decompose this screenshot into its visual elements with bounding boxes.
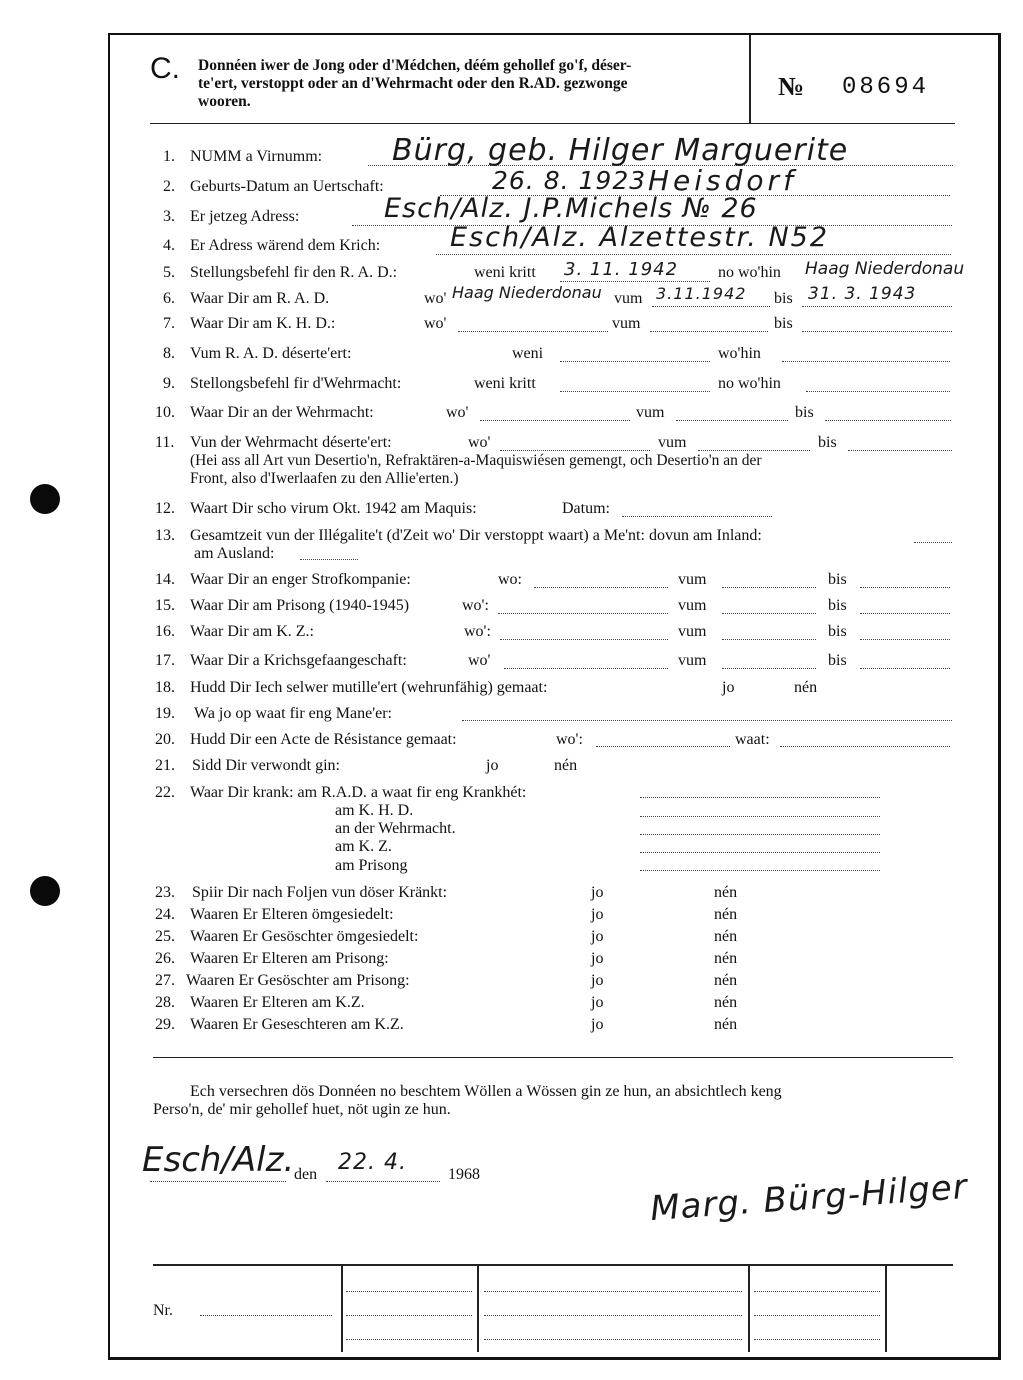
row-22-sub-4: am Prisong bbox=[335, 857, 408, 874]
row-20-waat: waat: bbox=[735, 731, 770, 748]
number-symbol: № bbox=[778, 72, 805, 101]
row-11-label: Vun der Wehrmacht déserte'ert: bbox=[190, 434, 392, 451]
row-2-place[interactable]: Heisdorf bbox=[648, 164, 797, 197]
footer-c4-l3 bbox=[754, 1339, 880, 1340]
row-10-label: Waar Dir an der Wehrmacht: bbox=[190, 404, 374, 421]
row-17-number: 17. bbox=[155, 652, 175, 669]
header-divider bbox=[749, 35, 751, 123]
row-17-vum: vum bbox=[678, 652, 707, 669]
date-line bbox=[326, 1181, 440, 1182]
row-14-label: Waar Dir an enger Strofkompanie: bbox=[190, 571, 411, 588]
row-22-line-0 bbox=[640, 797, 880, 798]
row-12-line bbox=[622, 516, 772, 517]
row-22-line-2 bbox=[640, 834, 880, 835]
row-5-weni-kritt: weni kritt bbox=[474, 264, 536, 281]
footer-col-1 bbox=[341, 1266, 343, 1352]
row-4-number: 4. bbox=[163, 237, 175, 254]
row-28-number: 28. bbox=[155, 994, 175, 1011]
row-23-nen[interactable]: nén bbox=[714, 884, 738, 901]
row-22-line-4 bbox=[640, 870, 880, 871]
row-11-wo: wo' bbox=[468, 434, 491, 451]
footer-c3-l3 bbox=[484, 1339, 742, 1340]
row-17-wo: wo' bbox=[468, 652, 491, 669]
footer-col-3 bbox=[748, 1266, 750, 1352]
row-28-jo[interactable]: jo bbox=[591, 994, 604, 1011]
row-3-label: Er jetzeg Adress: bbox=[190, 208, 300, 225]
row-22-number: 22. bbox=[155, 784, 175, 801]
row-27-label: Waaren Er Gesöschter am Prisong: bbox=[186, 972, 410, 989]
row-21-nen[interactable]: nén bbox=[554, 757, 578, 774]
row-4-line bbox=[436, 254, 951, 255]
row-22-sub-2: an der Wehrmacht. bbox=[335, 820, 456, 837]
row-19-line bbox=[462, 720, 952, 721]
row-20-wo: wo': bbox=[556, 731, 583, 748]
form-number: 08694 bbox=[842, 74, 930, 101]
row-22-sub-3: am K. Z. bbox=[335, 838, 392, 855]
row-27-jo[interactable]: jo bbox=[591, 972, 604, 989]
row-22-line-3 bbox=[640, 852, 880, 853]
row-11-number: 11. bbox=[155, 434, 175, 451]
row-3-answer[interactable]: Esch/Alz. J.P.Michels № 26 bbox=[384, 193, 758, 224]
row-16-number: 16. bbox=[155, 623, 175, 640]
row-5-number: 5. bbox=[163, 264, 175, 281]
row-3-number: 3. bbox=[163, 208, 175, 225]
row-26-number: 26. bbox=[155, 950, 175, 967]
declaration-line-2: Perso'n, de' mir gehollef huet, nöt ugin ze hun. bbox=[153, 1101, 451, 1118]
footer-c2-l1 bbox=[346, 1291, 472, 1292]
row-17-line-vum bbox=[722, 668, 816, 669]
footer-c3-l2 bbox=[484, 1315, 742, 1316]
row-7-wo: wo' bbox=[424, 315, 447, 332]
row-17-label: Waar Dir a Krichsgefaangeschaft: bbox=[190, 652, 407, 669]
row-28-label: Waaren Er Elteren am K.Z. bbox=[190, 994, 365, 1011]
row-1-number: 1. bbox=[163, 148, 175, 165]
row-7-bis: bis bbox=[774, 315, 793, 332]
row-24-jo[interactable]: jo bbox=[591, 906, 604, 923]
row-15-bis: bis bbox=[828, 597, 847, 614]
row-7-label: Waar Dir am K. H. D.: bbox=[190, 315, 336, 332]
row-8-weni: weni bbox=[512, 345, 544, 362]
row-23-number: 23. bbox=[155, 884, 175, 901]
row-17-line-bis bbox=[860, 668, 950, 669]
row-18-number: 18. bbox=[155, 679, 175, 696]
header-text-line-3: wooren. bbox=[198, 93, 251, 110]
header-text-line-2: te'ert, verstoppt oder an d'Wehrmacht oder den R.AD. gezwonge bbox=[198, 75, 628, 92]
date-handwritten[interactable]: 22. 4. bbox=[338, 1150, 407, 1175]
den-label: den bbox=[294, 1166, 318, 1183]
row-6-wo: wo' bbox=[424, 290, 447, 307]
row-13-label: Gesamtzeit vun der Illégalite't (d'Zeit wo' Dir verstoppt waart) a Me'nt: dovun am Inland: bbox=[190, 527, 762, 544]
place-handwritten[interactable]: Esch/Alz. bbox=[142, 1140, 295, 1180]
place-line bbox=[150, 1181, 286, 1182]
row-1-label: NUMM a Virnumm: bbox=[190, 148, 323, 165]
row-24-number: 24. bbox=[155, 906, 175, 923]
punch-hole-bottom bbox=[30, 876, 60, 906]
row-9-number: 9. bbox=[163, 375, 175, 392]
row-18-nen[interactable]: nén bbox=[794, 679, 818, 696]
row-2-number: 2. bbox=[163, 178, 175, 195]
row-29-number: 29. bbox=[155, 1016, 175, 1033]
footer-c3-l1 bbox=[484, 1291, 742, 1292]
row-6-line-from bbox=[652, 306, 770, 307]
row-6-line-to bbox=[802, 306, 952, 307]
row-22-line-1 bbox=[640, 816, 880, 817]
row-7-line-bis bbox=[802, 331, 952, 332]
row-10-vum: vum bbox=[636, 404, 665, 421]
declaration-line-1: Ech versechren dös Donnéen no beschtem Wöllen a Wössen gin ze hun, an absichtlech keng bbox=[190, 1083, 782, 1100]
row-10-line-wo bbox=[480, 420, 630, 421]
signature[interactable]: Marg. Bürg-Hilger bbox=[648, 1166, 970, 1230]
row-2-label: Geburts-Datum an Uertschaft: bbox=[190, 178, 384, 195]
row-15-line-vum bbox=[722, 613, 816, 614]
row-29-jo[interactable]: jo bbox=[591, 1016, 604, 1033]
row-22-label: Waar Dir krank: am R.A.D. a waat fir eng Krankhét: bbox=[190, 784, 527, 801]
row-11-line-vum bbox=[698, 450, 810, 451]
row-28-nen[interactable]: nén bbox=[714, 994, 738, 1011]
footer-c2-l2 bbox=[346, 1315, 472, 1316]
row-29-label: Waaren Er Geseschteren am K.Z. bbox=[190, 1016, 404, 1033]
row-20-label: Hudd Dir een Acte de Résistance gemaat: bbox=[190, 731, 457, 748]
row-13-line-inland bbox=[914, 542, 952, 543]
row-6-vum: vum bbox=[614, 290, 643, 307]
row-13-number: 13. bbox=[155, 527, 175, 544]
row-8-line-wohin bbox=[782, 361, 950, 362]
row-10-wo: wo' bbox=[446, 404, 469, 421]
row-26-jo[interactable]: jo bbox=[591, 950, 604, 967]
row-7-line-vum bbox=[650, 331, 768, 332]
row-9-line-weni bbox=[560, 391, 710, 392]
row-20-number: 20. bbox=[155, 731, 175, 748]
row-17-line-wo bbox=[504, 668, 668, 669]
row-15-line-bis bbox=[860, 613, 950, 614]
row-27-number: 27. bbox=[155, 972, 175, 989]
row-21-jo[interactable]: jo bbox=[486, 757, 499, 774]
row-25-jo[interactable]: jo bbox=[591, 928, 604, 945]
row-11-line-bis bbox=[848, 450, 952, 451]
row-6-number: 6. bbox=[163, 290, 175, 307]
row-8-wohin: wo'hin bbox=[718, 345, 761, 362]
row-24-label: Waaren Er Elteren ömgesiedelt: bbox=[190, 906, 394, 923]
row-15-number: 15. bbox=[155, 597, 175, 614]
row-10-line-bis bbox=[825, 420, 951, 421]
footer-col-4 bbox=[885, 1266, 887, 1352]
row-6-bis: bis bbox=[774, 290, 793, 307]
row-14-bis: bis bbox=[828, 571, 847, 588]
row-29-nen[interactable]: nén bbox=[714, 1016, 738, 1033]
row-8-line-weni bbox=[560, 361, 710, 362]
rows-end-rule bbox=[153, 1057, 953, 1058]
footer-col-2 bbox=[477, 1266, 479, 1352]
row-10-bis: bis bbox=[795, 404, 814, 421]
row-27-nen[interactable]: nén bbox=[714, 972, 738, 989]
row-2-date[interactable]: 26. 8. 1923 bbox=[492, 166, 647, 195]
row-15-label: Waar Dir am Prisong (1940-1945) bbox=[190, 597, 410, 614]
row-21-label: Sidd Dir verwondt gin: bbox=[192, 757, 340, 774]
header-rule bbox=[150, 123, 955, 124]
row-12-label: Waart Dir scho virum Okt. 1942 am Maquis: bbox=[190, 500, 477, 517]
footer-nr-line bbox=[200, 1315, 332, 1316]
row-4-answer[interactable]: Esch/Alz. Alzettestr. N52 bbox=[450, 222, 830, 253]
footer-top-rule bbox=[153, 1264, 953, 1266]
row-25-number: 25. bbox=[155, 928, 175, 945]
row-16-line-vum bbox=[722, 639, 816, 640]
row-16-vum: vum bbox=[678, 623, 707, 640]
row-16-bis: bis bbox=[828, 623, 847, 640]
row-14-vum: vum bbox=[678, 571, 707, 588]
row-5-line-date bbox=[560, 281, 710, 282]
row-6-where[interactable]: Haag Niederdonau bbox=[452, 283, 602, 302]
row-25-nen[interactable]: nén bbox=[714, 928, 738, 945]
row-5-place[interactable]: Haag Niederdonau bbox=[805, 259, 965, 279]
row-10-line-vum bbox=[676, 420, 788, 421]
row-18-label: Hudd Dir Iech selwer mutille'ert (wehrunfähig) gemaat: bbox=[190, 679, 548, 696]
row-23-label: Spiir Dir nach Foljen vun döser Kränkt: bbox=[192, 884, 448, 901]
row-6-label: Waar Dir am R. A. D. bbox=[190, 290, 330, 307]
row-11-note-1: (Hei ass all Art vun Desertio'n, Refraktären-a-Maquiswiésen gemengt, och Desertio'n an der bbox=[190, 452, 762, 469]
row-14-line-vum bbox=[722, 587, 816, 588]
row-17-bis: bis bbox=[828, 652, 847, 669]
year-label: 1968 bbox=[448, 1166, 480, 1183]
row-16-line-bis bbox=[860, 639, 950, 640]
row-13-ausland: am Ausland: bbox=[194, 545, 275, 562]
row-11-vum: vum bbox=[658, 434, 687, 451]
row-20-line-waat bbox=[780, 746, 950, 747]
footer-c4-l2 bbox=[754, 1315, 880, 1316]
row-9-line-wohin bbox=[806, 391, 950, 392]
row-19-label: Wa jo op waat fir eng Mane'er: bbox=[194, 705, 392, 722]
row-7-number: 7. bbox=[163, 315, 175, 332]
row-16-label: Waar Dir am K. Z.: bbox=[190, 623, 314, 640]
row-14-number: 14. bbox=[155, 571, 175, 588]
row-20-line-wo bbox=[596, 746, 730, 747]
row-14-line-bis bbox=[860, 587, 950, 588]
row-5-date[interactable]: 3. 11. 1942 bbox=[564, 259, 679, 280]
row-9-label: Stellongsbefehl fir d'Wehrmacht: bbox=[190, 375, 402, 392]
row-26-label: Waaren Er Elteren am Prisong: bbox=[190, 950, 389, 967]
row-8-label: Vum R. A. D. déserte'ert: bbox=[190, 345, 352, 362]
row-6-to[interactable]: 31. 3. 1943 bbox=[808, 284, 917, 304]
row-16-wo: wo': bbox=[464, 623, 491, 640]
row-4-label: Er Adress wärend dem Krich: bbox=[190, 237, 381, 254]
row-12-datum: Datum: bbox=[562, 500, 610, 517]
row-5-no-wohin: no wo'hin bbox=[718, 264, 781, 281]
row-9-no-wohin: no wo'hin bbox=[718, 375, 781, 392]
row-15-wo: wo': bbox=[462, 597, 489, 614]
row-19-number: 19. bbox=[155, 705, 175, 722]
row-26-nen[interactable]: nén bbox=[714, 950, 738, 967]
header-text-line-1: Donnéen iwer de Jong oder d'Médchen, déém gehollef go'f, déser- bbox=[198, 57, 632, 74]
row-10-number: 10. bbox=[155, 404, 175, 421]
row-11-line-wo bbox=[500, 450, 650, 451]
row-11-bis: bis bbox=[818, 434, 837, 451]
row-21-number: 21. bbox=[155, 757, 175, 774]
row-5-label: Stellungsbefehl fir den R. A. D.: bbox=[190, 264, 398, 281]
footer-c2-l3 bbox=[346, 1339, 472, 1340]
row-13-line-ausland bbox=[300, 559, 358, 560]
footer-nr-label: Nr. bbox=[153, 1302, 173, 1319]
row-9-weni-kritt: weni kritt bbox=[474, 375, 536, 392]
section-letter: C. bbox=[150, 52, 180, 85]
row-7-vum: vum bbox=[612, 315, 641, 332]
row-14-line-wo bbox=[534, 587, 668, 588]
row-15-line-wo bbox=[498, 613, 668, 614]
row-6-from[interactable]: 3.11.1942 bbox=[656, 284, 747, 303]
row-24-nen[interactable]: nén bbox=[714, 906, 738, 923]
row-23-jo[interactable]: jo bbox=[591, 884, 604, 901]
row-15-vum: vum bbox=[678, 597, 707, 614]
row-12-number: 12. bbox=[155, 500, 175, 517]
row-22-sub-1: am K. H. D. bbox=[335, 802, 414, 819]
row-25-label: Waaren Er Gesöschter ömgesiedelt: bbox=[190, 928, 419, 945]
punch-hole-top bbox=[30, 484, 60, 514]
row-16-line-wo bbox=[500, 639, 668, 640]
row-18-jo[interactable]: jo bbox=[722, 679, 735, 696]
row-11-note-2: Front, also d'Iwerlaafen zu den Allie'erten.) bbox=[190, 470, 459, 487]
footer-c4-l1 bbox=[754, 1291, 880, 1292]
row-8-number: 8. bbox=[163, 345, 175, 362]
row-1-answer[interactable]: Bürg, geb. Hilger Marguerite bbox=[392, 133, 849, 168]
row-14-wo: wo: bbox=[498, 571, 522, 588]
row-7-line-wo bbox=[458, 331, 608, 332]
